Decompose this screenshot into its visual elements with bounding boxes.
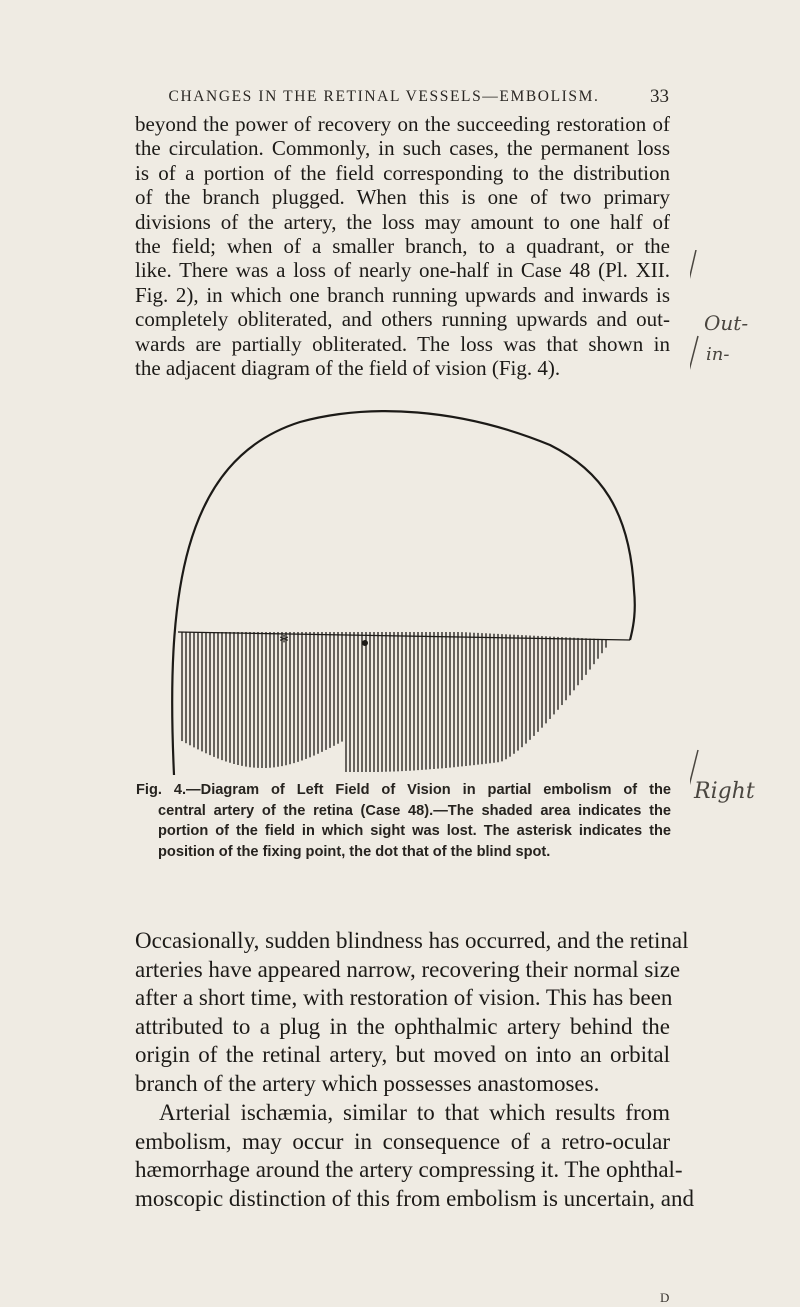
text-line: Fig. 2), in which one branch running upwards and inwards is: [135, 282, 670, 307]
text-line: Occasionally, sudden blindness has occurred, and the retinal: [135, 928, 689, 953]
pencil-slash-mark: [690, 336, 698, 390]
caption-line: portion of the field in which sight was lost. The asterisk indicates the: [158, 823, 671, 839]
text-line: arteries have appeared narrow, recovering their normal size: [135, 956, 681, 982]
fixing-point-asterisk: *: [279, 631, 289, 653]
text-line: hæmorrhage around the artery compressing it. The ophthal-: [135, 1157, 683, 1183]
text-line: embolism, may occur in consequence of a retro-ocular: [135, 1128, 670, 1154]
paragraph-3: [135, 1099, 694, 1213]
text-line: attributed to a plug in the ophthalmic artery behind the: [135, 1013, 670, 1039]
text-line: is of a portion of the field corresponding to the distribution: [135, 160, 670, 185]
text-line: the adjacent diagram of the field of vision (Fig. 4).: [135, 355, 561, 380]
text-line: after a short time, with restoration of vision. This has been: [135, 985, 673, 1011]
blind-spot-dot: [362, 640, 368, 646]
running-head: [129, 86, 669, 110]
paragraph-1: [135, 112, 670, 380]
text-line: the circulation. Commonly, in such cases, the permanent loss: [135, 136, 670, 161]
margin-note-out: Out-: [704, 311, 749, 335]
text-line: branch of the artery which possesses anastomoses.: [135, 1070, 600, 1096]
text-line: moscopic distinction of this from embolism is uncertain, and: [135, 1185, 694, 1211]
pencil-slash-mark: [690, 250, 696, 310]
text-line: like. There was a loss of nearly one-half in Case 48 (Pl. XII.: [135, 258, 670, 283]
text-line: of the branch plugged. When this is one of two primary: [135, 185, 670, 210]
text-line: beyond the power of recovery on the succeeding restoration of: [135, 112, 670, 136]
caption-line: central artery of the retina (Case 48).—The shaded area indicates the: [158, 802, 671, 819]
margin-note-in: in-: [706, 344, 730, 365]
figure-caption: [136, 780, 671, 862]
text-line: completely obliterated, and others running upwards and out-: [135, 307, 670, 332]
signature-mark: D: [660, 1290, 670, 1305]
text-line: Arterial ischæmia, similar to that which results from: [159, 1100, 670, 1125]
text-line: the field; when of a smaller branch, to a quadrant, or the: [135, 233, 670, 258]
caption-line: Fig. 4.—Diagram of Left Field of Vision in partial embolism of the: [136, 782, 671, 798]
page-number: 33: [650, 86, 669, 107]
margin-note-right: Right: [694, 779, 755, 804]
caption-line: position of the fixing point, the dot that of the blind spot.: [158, 843, 551, 860]
paragraph-2: [135, 927, 689, 1099]
text-line: wards are partially obliterated. The loss was that shown in: [135, 331, 670, 356]
field-of-vision-diagram: [160, 400, 640, 780]
blind-area-shading: [178, 632, 630, 772]
text-line: divisions of the artery, the loss may amount to one half of: [135, 209, 670, 234]
text-line: origin of the retinal artery, but moved on into an orbital: [135, 1042, 670, 1068]
handwritten-annotations: [690, 250, 800, 810]
running-title: CHANGES IN THE RETINAL VESSELS—EMBOLISM.: [168, 88, 600, 105]
